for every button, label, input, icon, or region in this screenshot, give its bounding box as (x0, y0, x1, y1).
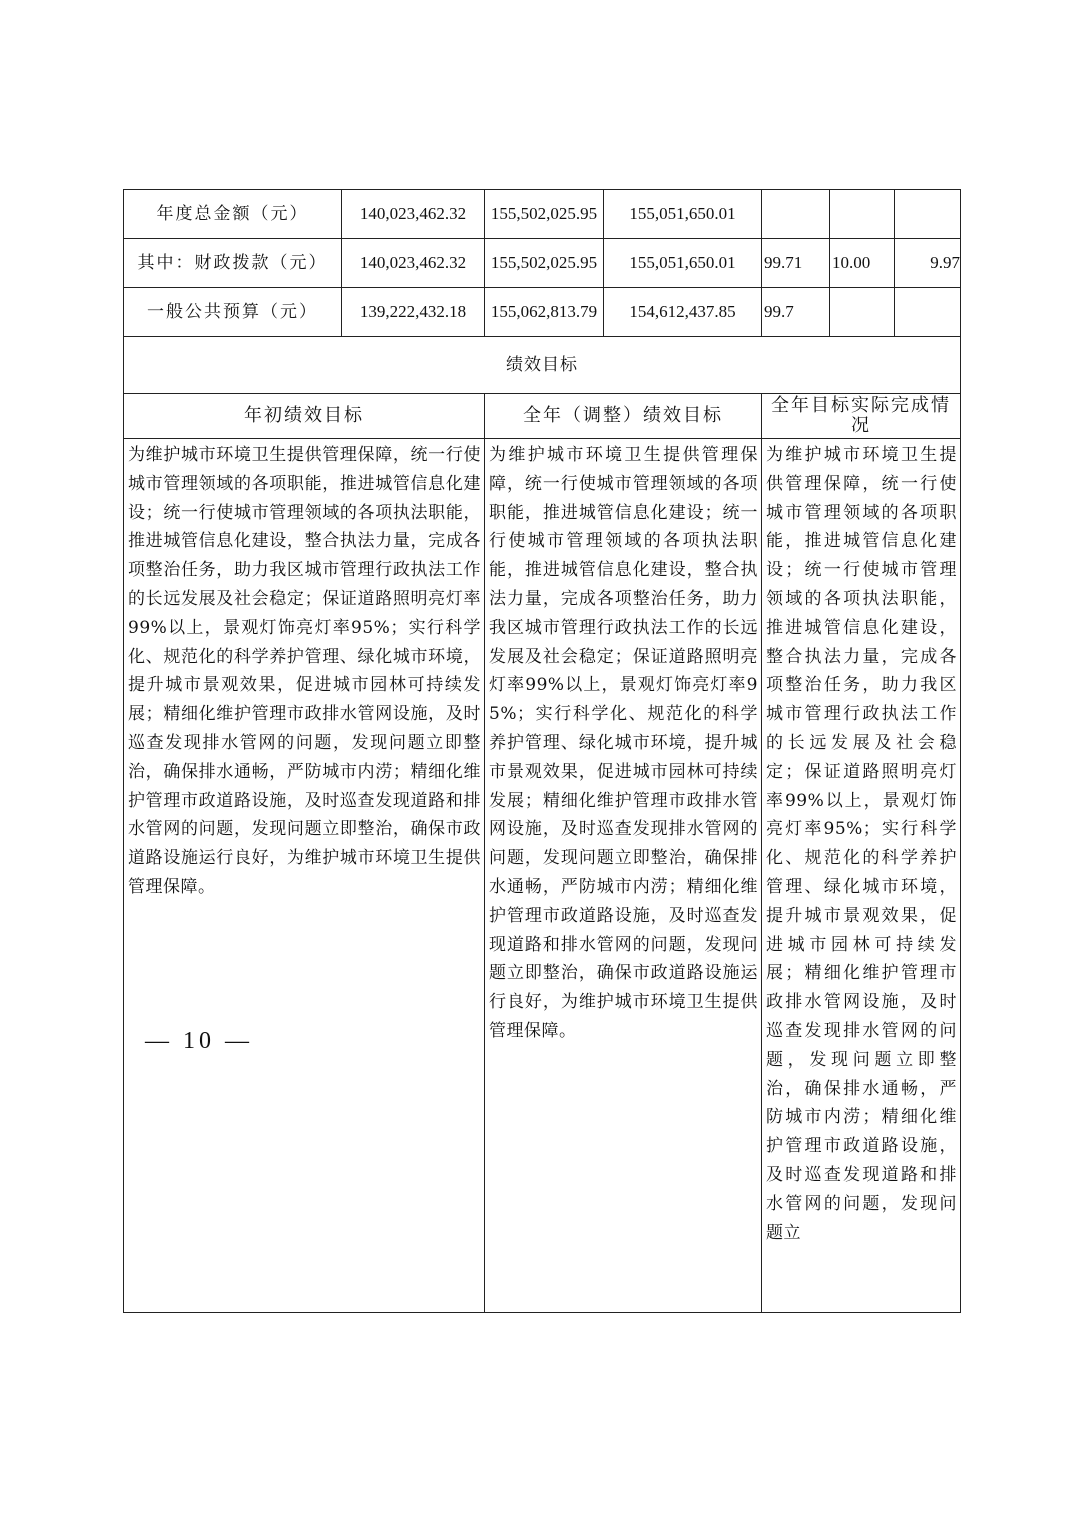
weight-value: 10.00 (830, 239, 895, 288)
adjusted-budget-value: 155,502,025.95 (485, 190, 604, 239)
row-label: 其中：财政拨款（元） (124, 239, 342, 288)
score-value (895, 288, 961, 337)
table-row (124, 288, 961, 337)
score-value: 9.97 (895, 239, 961, 288)
initial-budget-value: 140,023,462.32 (342, 239, 485, 288)
actual-completion-cell (762, 439, 961, 1313)
actual-execution-value: 155,051,650.01 (604, 190, 762, 239)
goal-content-row (124, 439, 961, 1313)
initial-budget-value: 140,023,462.32 (342, 190, 485, 239)
page-number: — 10 — (145, 1028, 253, 1054)
adjusted-budget-value: 155,502,025.95 (485, 239, 604, 288)
initial-budget-value: 139,222,432.18 (342, 288, 485, 337)
weight-value (830, 288, 895, 337)
adjusted-goal-cell (485, 439, 762, 1313)
weight-value (830, 190, 895, 239)
execution-rate: 99.71 (762, 239, 830, 288)
initial-goal-cell (124, 439, 485, 1313)
table-row (124, 190, 961, 239)
table-row (124, 239, 961, 288)
actual-execution-value: 155,051,650.01 (604, 239, 762, 288)
budget-performance-table (123, 189, 961, 1313)
row-label: 年度总金额（元） (124, 190, 342, 239)
goal-header-row (124, 394, 961, 439)
header-initial-goal: 年初绩效目标 (124, 394, 485, 439)
header-adjusted-goal: 全年（调整）绩效目标 (485, 394, 762, 439)
section-title: 绩效目标 (124, 337, 961, 394)
adjusted-goal-text: 为维护城市环境卫生提供管理保障，统一行使城市管理领域的各项职能，推进城管信息化建设；统一行使城市管理领域的各项执法职能，推进城管信息化建设，整合执法力量，完成各项整治任务，助力我区城市管理行政执法工作的长远发展及社会稳定；保证道路照明亮灯率99%以上，景观灯饰亮灯率95%；实行科学化、规范化的科学养护管理、绿化城市环境，提升城市景观效果，促进城市园林可持续发展；精细化维护管理市政排水管网设施，及时巡查发现排水管网的问题，发现问题立即整治，确保排水通畅，严防城市内涝；精细化维护管理市政道路设施，及时巡查发现道路和排水管网的问题，发现问题立即整治，确保市政道路设施运行良好，为维护城市环境卫生提供管理保障。 (489, 445, 758, 1041)
execution-rate (762, 190, 830, 239)
header-actual-completion: 全年目标实际完成情况 (762, 394, 961, 439)
section-header-row (124, 337, 961, 394)
score-value (895, 190, 961, 239)
row-label: 一般公共预算（元） (124, 288, 342, 337)
actual-execution-value: 154,612,437.85 (604, 288, 762, 337)
execution-rate: 99.7 (762, 288, 830, 337)
adjusted-budget-value: 155,062,813.79 (485, 288, 604, 337)
initial-goal-text: 为维护城市环境卫生提供管理保障，统一行使城市管理领域的各项职能，推进城管信息化建设；统一行使城市管理领域的各项执法职能，推进城管信息化建设，整合执法力量，完成各项整治任务，助力我区城市管理行政执法工作的长远发展及社会稳定；保证道路照明亮灯率99%以上，景观灯饰亮灯率95%；实行科学化、规范化的科学养护管理、绿化城市环境，提升城市景观效果，促进城市园林可持续发展；精细化维护管理市政排水管网设施，及时巡查发现排水管网的问题，发现问题立即整治，确保排水通畅，严防城市内涝；精细化维护管理市政道路设施，及时巡查发现道路和排水管网的问题，发现问题立即整治，确保市政道路设施运行良好，为维护城市环境卫生提供管理保障。 (128, 445, 481, 897)
actual-completion-text: 为维护城市环境卫生提供管理保障，统一行使城市管理领域的各项职能，推进城管信息化建设；统一行使城市管理领域的各项执法职能，推进城管信息化建设，整合执法力量，完成各项整治任务，助力我区城市管理行政执法工作的长远发展及社会稳定；保证道路照明亮灯率99%以上，景观灯饰亮灯率95%；实行科学化、规范化的科学养护管理、绿化城市环境，提升城市景观效果，促进城市园林可持续发展；精细化维护管理市政排水管网设施，及时巡查发现排水管网的问题，发现问题立即整治，确保排水通畅，严防城市内涝；精细化维护管理市政道路设施，及时巡查发现道路和排水管网的问题，发现问题立 (766, 445, 957, 1243)
